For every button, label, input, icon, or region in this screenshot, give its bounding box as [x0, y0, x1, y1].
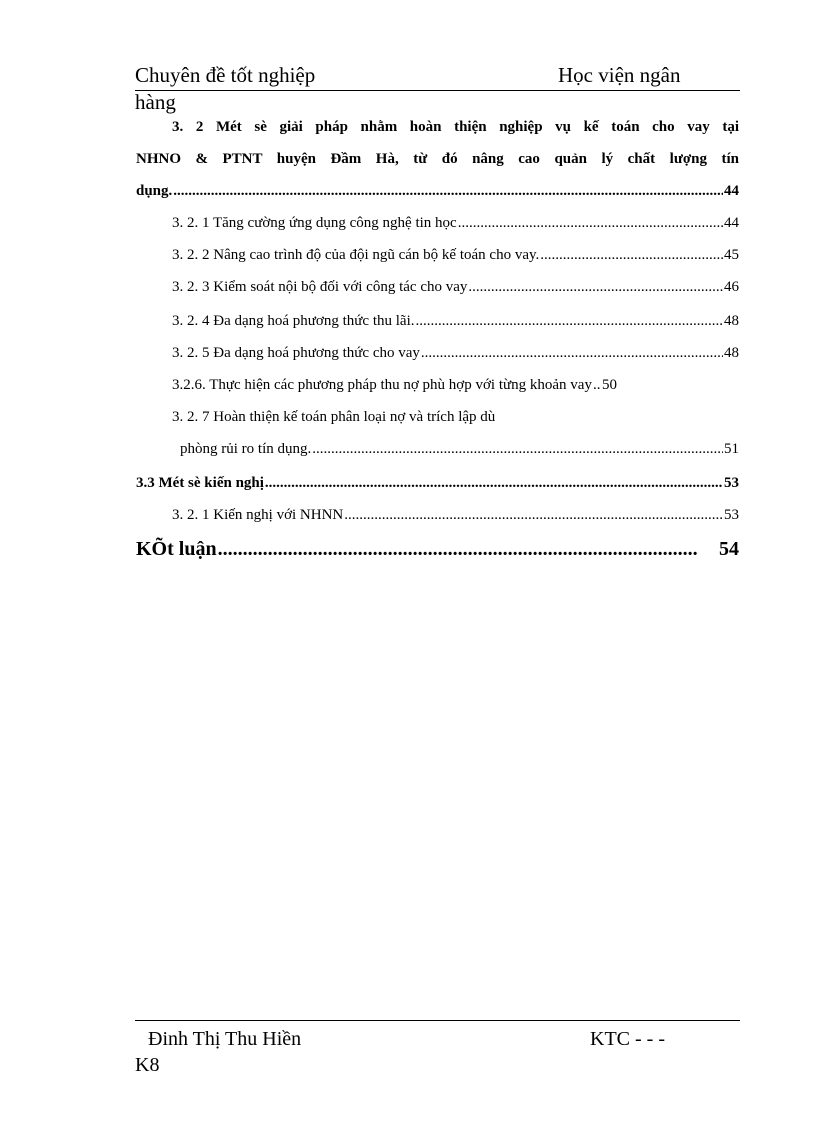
header-left-title: Chuyên đề tốt nghiệp [135, 63, 316, 87]
toc-entry-title: 3. 2. 1 Kiến nghị với NHNN [172, 507, 344, 523]
toc-entry-title: 3. 2. 4 Đa dạng hoá phương thức thu lãi. [172, 313, 415, 329]
toc-entry-3-2-1-kien-nghi[interactable] [172, 506, 739, 524]
toc-entry-3-2-7-line2[interactable] [180, 440, 739, 458]
toc-entry-title: 3. 2. 5 Đa dạng hoá phương thức cho vay [172, 345, 420, 361]
toc-entry-3-2-line3[interactable] [136, 182, 739, 200]
toc-entry-3-2-3[interactable] [172, 278, 739, 296]
toc-entry-3-2-7-line1: 3. 2. 7 Hoàn thiện kế toán phân loại nợ và trích lập dù [172, 409, 496, 425]
toc-entry-title: dụng. [136, 183, 173, 199]
toc-entry-title: 3. 2. 1 Tăng cường ứng dụng công nghệ tin học [172, 215, 457, 231]
toc-entry-title: KÕt luận [136, 538, 217, 560]
toc-entry-title: 3.2.6. Thực hiện các phương pháp thu nợ phù hợp với từng khoản vay [172, 377, 592, 393]
leader-dots [468, 278, 723, 296]
toc-entry-3-3[interactable] [136, 474, 739, 492]
leader-dots [265, 474, 723, 492]
toc-page-number: 50 [601, 377, 617, 393]
leader-dots [173, 182, 723, 200]
toc-page-number: 54 [719, 538, 739, 560]
toc-entry-conclusion[interactable] [136, 537, 739, 561]
toc-entry-3-2-2[interactable] [172, 246, 739, 264]
toc-entry-title: 3.3 Mét sè kiến nghị [136, 475, 264, 491]
toc-page-number: 48 [724, 313, 739, 329]
toc-entry-3-2-5[interactable] [172, 344, 739, 362]
toc-entry-3-2-line1: 3. 2 Mét sè giải pháp nhằm hoàn thiện nghiệp vụ kế toán cho vay tại [172, 119, 739, 135]
toc-page-number: 53 [724, 475, 739, 491]
toc-page-number: 48 [724, 345, 739, 361]
toc-page-number: 46 [724, 279, 739, 295]
header-rule [135, 90, 740, 91]
footer-wrap-text: K8 [135, 1054, 160, 1076]
toc-entry-3-2-4[interactable] [172, 312, 739, 330]
leader-dots [415, 312, 723, 330]
footer-rule [135, 1020, 740, 1021]
leader-dots [344, 506, 723, 524]
toc-entry-3-2-6[interactable] [172, 376, 739, 394]
toc-page-number: 53 [724, 507, 739, 523]
toc-entry-title: 3. 2. 2 Nâng cao trình độ của đội ngũ cán bộ kế toán cho vay. [172, 247, 540, 263]
leader-dots [540, 246, 723, 264]
toc-entry-3-2-line2: NHNO & PTNT huyện Đầm Hà, từ đó nâng cao quản lý chất lượng tín [136, 151, 739, 167]
footer-class: KTC - - - [590, 1028, 665, 1050]
leader-dots [218, 537, 697, 561]
leader-dots [458, 214, 723, 232]
toc-page-number: 44 [724, 215, 739, 231]
toc-page-number: 45 [724, 247, 739, 263]
leader-dots [312, 440, 723, 458]
toc-page-number: 44 [724, 183, 739, 199]
toc-entry-title: 3. 2. 3 Kiểm soát nội bộ đối với công tác cho vay [172, 279, 468, 295]
header-wrap-text: hàng [135, 90, 176, 114]
leader-dots [421, 344, 723, 362]
toc-page-number: 51 [724, 441, 739, 457]
leader-dots [593, 376, 601, 394]
header-right-title: Học viện ngân [558, 63, 681, 87]
toc-entry-3-2-1[interactable] [172, 214, 739, 232]
footer-author: Đinh Thị Thu Hiền [148, 1028, 302, 1050]
toc-entry-title: phòng rủi ro tín dụng. [180, 441, 312, 457]
